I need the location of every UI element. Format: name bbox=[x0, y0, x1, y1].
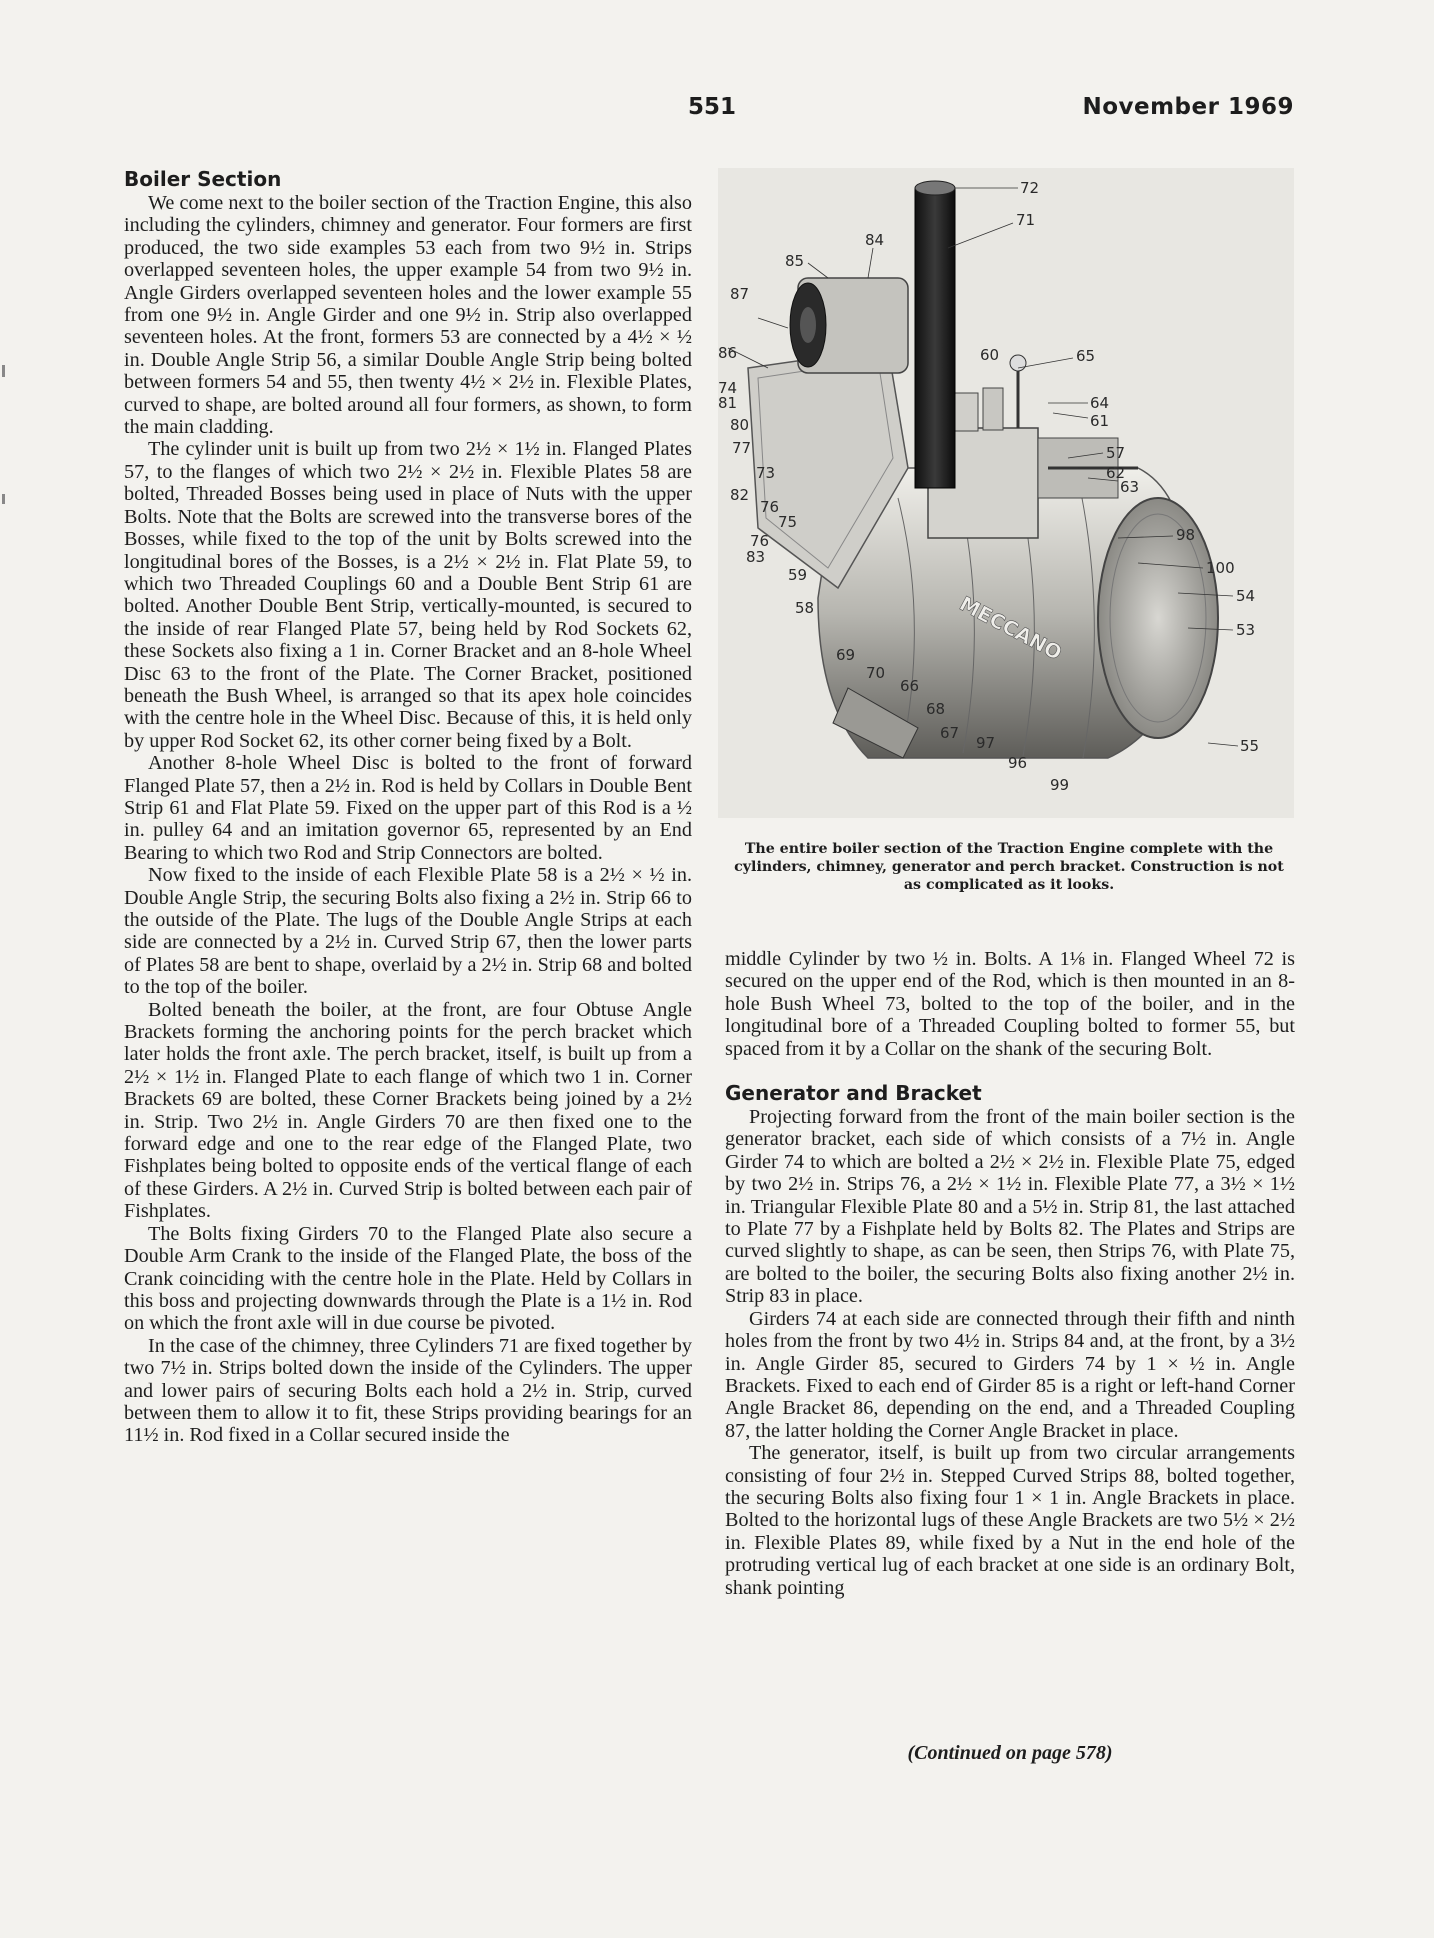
paragraph: We come next to the boiler section of the Traction Engine, this also including the cylinders, chimney and generator. Four formers are first produced, the two side examples 53 each from two 9½ in. Strips overlapped seventeen holes, the upper example 54 from two 9½ in. Angle Girders overlapped seventeen holes and the lower example 55 from one 9½ in. Angle Girder and one 9½ in. Strip also overlapped seventeen holes. At the front, formers 53 are connected by a 4½ × ½ in. Double Angle Strip 56, a similar Double Angle Strip being bolted between formers 54 and 55, then twenty 4½ × 2½ in. Flexible Plates, curved to shape, are bolted around all four formers, as shown, to form the main cladding. bbox=[124, 192, 692, 439]
margin-tick bbox=[2, 494, 5, 504]
callout-label: 99 bbox=[1050, 776, 1070, 794]
paragraph: Girders 74 at each side are connected through their fifth and ninth holes from the front by two 4½ in. Strips 84 and, at the front, by a 3½ in. Angle Girder 85, secured to Girders 74 by 1 × ½ in. Angle Brackets. Fixed to each end of Girder 85 is a right or left-hand Corner Angle Bracket 86, depending on the end, and a Threaded Coupling 87, the latter holding the Corner Angle Bracket in place. bbox=[725, 1307, 1295, 1442]
callout-label: 70 bbox=[866, 664, 886, 682]
paragraph: Another 8-hole Wheel Disc is bolted to the front of forward Flanged Plate 57, then a 2½ in. Rod is held by Collars in Double Bent Strip 61 and Flat Plate 59. Fixed on the upper part of this Rod is a ½ in. pulley 64 and an imitation governor 65, represented by an End Bearing to which two Rod and Strip Connectors are bolted. bbox=[124, 752, 692, 864]
paragraph: The cylinder unit is built up from two 2½ × 1½ in. Flanged Plates 57, to the flanges of which two 2½ × 2½ in. Flexible Plates 58 are bolted, Threaded Bosses being used in place of Nuts with the upper Bolts. Note that the Bolts are screwed into the transverse bores of the Bosses, while fixed to the top of the unit by Bolts screwed into the longitudinal bores of the Bosses, is a 2½ × 2½ in. Flat Plate 59, to which two Threaded Couplings 60 and a Double Bent Strip 61 are bolted. Another Double Bent Strip, vertically-mounted, is secured to the inside of rear Flanged Plate 57, being held by Rod Sockets 62, these Sockets also fixing a 1 in. Corner Bracket and an 8-hole Wheel Disc 63 to the front of the Plate. The Corner Bracket, positioned beneath the Bush Wheel, is arranged so that its apex hole coincides with the centre hole in the Wheel Disc. Because of this, it is held only by upper Rod Socket 62, its other corner being fixed by a Bolt. bbox=[124, 438, 692, 752]
callout-label: 85 bbox=[785, 252, 805, 270]
callout-label: 82 bbox=[730, 486, 750, 504]
callout-label: 60 bbox=[980, 346, 1000, 364]
model-illustration bbox=[718, 168, 1294, 818]
section-heading-generator: Generator and Bracket bbox=[725, 1081, 982, 1106]
paragraph: The Bolts fixing Girders 70 to the Flanged Plate also secure a Double Arm Crank to the inside of the Flanged Plate, the boss of the Crank coinciding with the centre hole in the Plate. Held by Collars in this boss and projecting downwards through the Plate is a 1½ in. Rod on which the front axle will in due course be pivoted. bbox=[124, 1222, 692, 1335]
margin-tick bbox=[2, 365, 5, 377]
callout-label: 66 bbox=[900, 677, 920, 695]
callout-label: 71 bbox=[1016, 211, 1036, 229]
right-column bbox=[725, 948, 1295, 1599]
callout-label: 77 bbox=[732, 439, 752, 457]
callout-label: 61 bbox=[1090, 412, 1110, 430]
callout-label: 100 bbox=[1206, 559, 1235, 577]
callout-label: 74 bbox=[718, 379, 738, 397]
callout-label: 84 bbox=[865, 231, 885, 249]
callout-label: 62 bbox=[1106, 464, 1126, 482]
issue-date: November 1969 bbox=[1082, 94, 1294, 120]
paragraph: The generator, itself, is built up from two circular arrangements consisting of four 2½ in. Stepped Curved Strips 88, bolted together, the securing Bolts also fixing four 1 × 1 in. Angle Brackets in place. Bolted to the horizontal lugs of these Angle Brackets are two 5½ × 2½ in. Flexible Plates 89, while fixed by a Nut in the end hole of the protruding vertical lug of each bracket at one side is an ordinary Bolt, shank pointing bbox=[725, 1442, 1295, 1599]
callout-label: 75 bbox=[778, 513, 798, 531]
callout-label: 53 bbox=[1236, 621, 1256, 639]
continued-note: (Continued on page 578) bbox=[907, 1742, 1113, 1764]
callout-label: 54 bbox=[1236, 587, 1256, 605]
paragraph: In the case of the chimney, three Cylinders 71 are fixed together by two 7½ in. Strips bolted down the inside of the Cylinders. The upper and lower pairs of securing Bolts each hold a 2½ in. Strip, curved between them to allow it to fit, these Strips providing bearings for an 11½ in. Rod fixed in a Collar secured inside the bbox=[124, 1334, 692, 1447]
page-number: 551 bbox=[688, 94, 737, 120]
callout-label: 64 bbox=[1090, 394, 1110, 412]
meccano-emblem: MECCANO bbox=[955, 591, 1066, 666]
paragraph: Projecting forward from the front of the main boiler section is the generator bracket, each side of which consists of a 7½ in. Angle Girder 74 to which are bolted a 2½ × 2½ in. Flexible Plate 75, edged by two 2½ in. Strips 76, a 2½ × 1½ in. Flexible Plate 77, a 3½ × 1½ in. Triangular Flexible Plate 80 and a 5½ in. Strip 81, the last attached to Plate 77 by a Fishplate held by Bolts 82. The Plates and Strips are curved slightly to shape, as can be seen, then Strips 76, with Plate 75, are bolted to the boiler, the securing Bolts also fixing another 2½ in. Strip 83 in place. bbox=[725, 1106, 1295, 1308]
callout-label: 69 bbox=[836, 646, 856, 664]
callout-label: 58 bbox=[795, 599, 815, 617]
callout-label: 57 bbox=[1106, 444, 1126, 462]
callout-label: 55 bbox=[1240, 737, 1260, 755]
callout-label: 87 bbox=[730, 285, 750, 303]
boiler-section-photo bbox=[718, 168, 1294, 818]
callout-label: 72 bbox=[1020, 179, 1040, 197]
callout-label: 63 bbox=[1120, 478, 1140, 496]
figure-caption: The entire boiler section of the Traction Engine complete with the cylinders, chimney, generator and perch bracket. Construction is not as complicated as it looks. bbox=[734, 841, 1284, 893]
callout-label: 98 bbox=[1176, 526, 1196, 544]
left-column bbox=[124, 166, 692, 1447]
page-header bbox=[0, 94, 1434, 134]
callout-label: 68 bbox=[926, 700, 946, 718]
paragraph: middle Cylinder by two ½ in. Bolts. A 1⅛ in. Flanged Wheel 72 is secured on the upper end of the Rod, which is then mounted in an 8-hole Bush Wheel 73, bolted to the top of the boiler, and in the longitudinal bore of a Threaded Coupling bolted to former 55, but spaced from it by a Collar on the shank of the securing Bolt. bbox=[725, 948, 1295, 1060]
callout-label: 96 bbox=[1008, 754, 1028, 772]
section-heading-boiler: Boiler Section bbox=[124, 167, 282, 191]
callout-label: 81 bbox=[718, 394, 738, 412]
callout-label: 97 bbox=[976, 734, 996, 752]
callout-label: 59 bbox=[788, 566, 808, 584]
callout-label: 83 bbox=[746, 548, 766, 566]
paragraph: Bolted beneath the boiler, at the front, are four Obtuse Angle Brackets forming the anchoring points for the perch bracket which later holds the front axle. The perch bracket, itself, is built up from a 2½ × 1½ in. Flanged Plate to each flange of which two 1 in. Corner Brackets 69 are bolted, these Corner Brackets being joined by a 2½ in. Strip. Two 2½ in. Angle Girders 70 are then fixed one to the forward edge and one to the rear edge of the Flanged Plate, two Fishplates being bolted to opposite ends of the vertical flange of each of these Girders. A 2½ in. Curved Strip is bolted between each pair of Fishplates. bbox=[124, 998, 692, 1223]
callout-label: 76 bbox=[750, 532, 770, 550]
callout-label: 73 bbox=[756, 464, 776, 482]
paragraph: Now fixed to the inside of each Flexible Plate 58 is a 2½ × ½ in. Double Angle Strip, the securing Bolts also fixing a 2½ in. Strip 66 to the outside of the Plate. The lugs of the Double Angle Strips at each side are connected by a 2½ in. Curved Strip 67, then the lower parts of Plates 58 are bent to shape, overlaid by a 2½ in. Strip 68 and bolted to the top of the boiler. bbox=[124, 864, 692, 999]
callout-label: 67 bbox=[940, 724, 960, 742]
callout-label: 86 bbox=[718, 344, 738, 362]
callout-label: 65 bbox=[1076, 347, 1096, 365]
callout-label: 76 bbox=[760, 498, 780, 516]
callout-label: 80 bbox=[730, 416, 750, 434]
